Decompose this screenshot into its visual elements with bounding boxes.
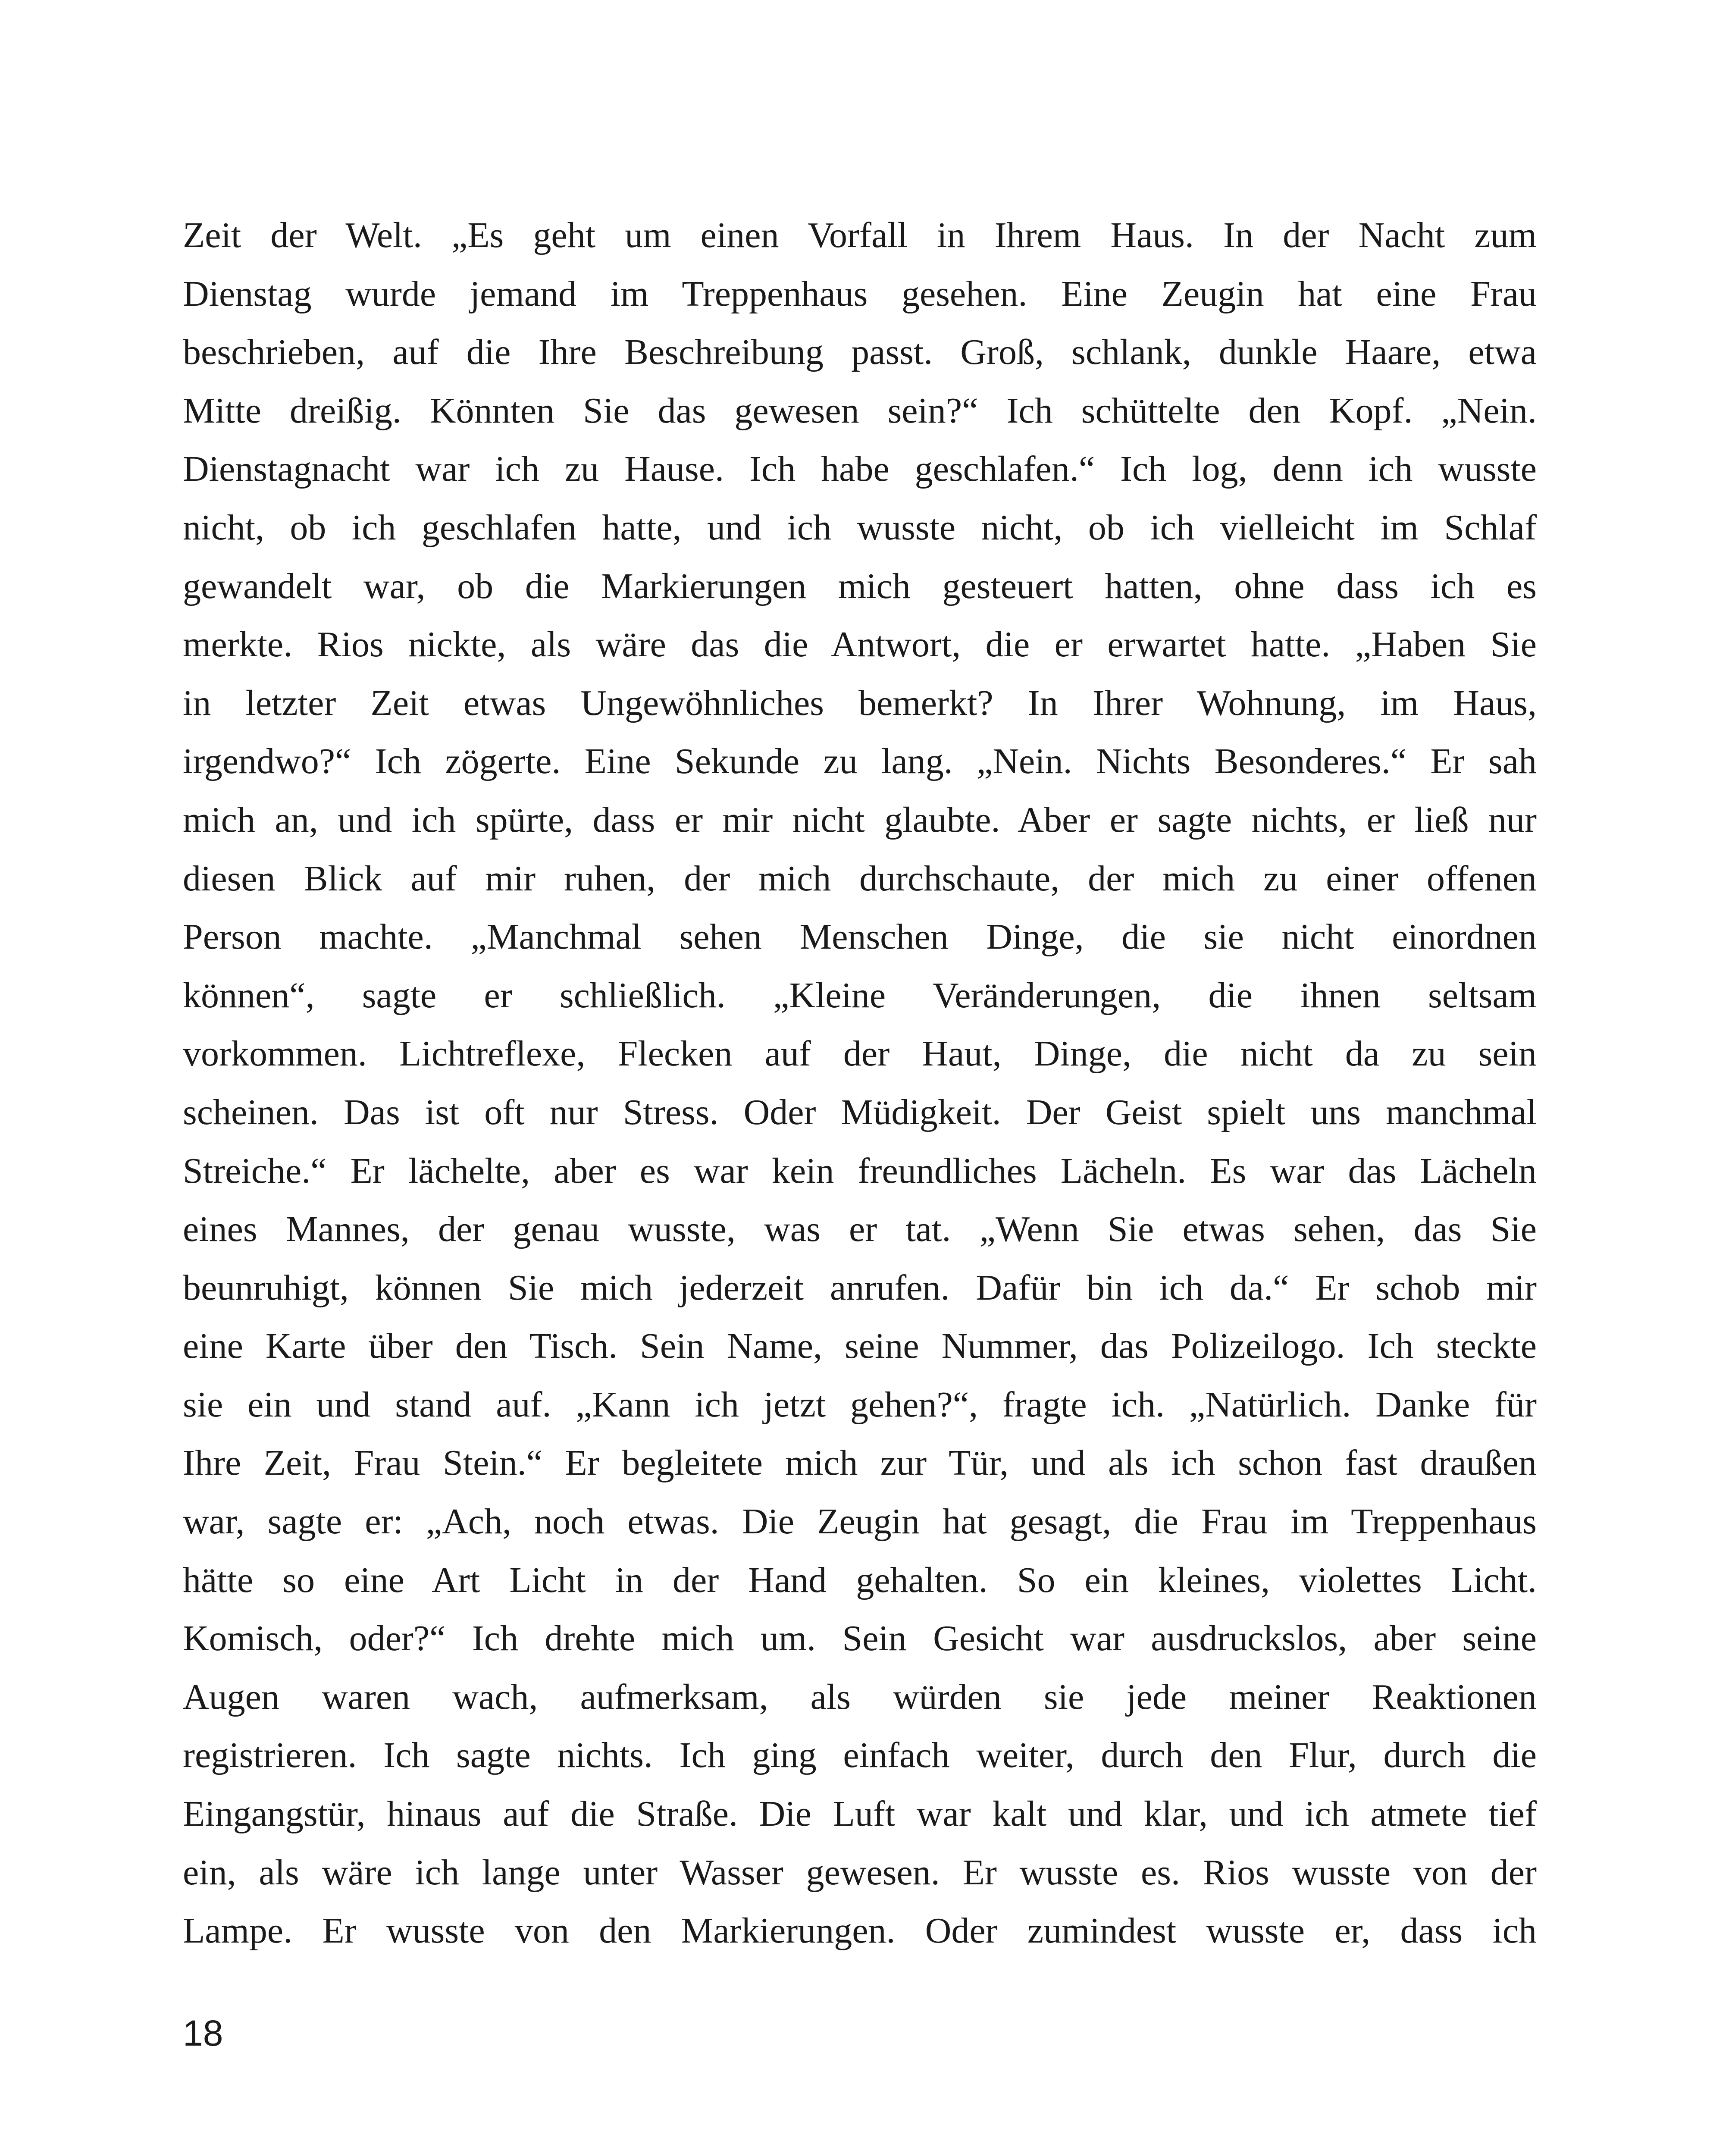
text-line: Streiche.“ Er lächelte, aber es war kein freundliches Lächeln. Es war das Lächeln bbox=[183, 1150, 1537, 1191]
text-line: mich an, und ich spürte, dass er mir nicht glaubte. Aber er sagte nichts, er ließ nur bbox=[183, 799, 1537, 840]
text-line: Zeit der Welt. „Es geht um einen Vorfall in Ihrem Haus. In der Nacht zum bbox=[183, 215, 1537, 255]
text-line: Komisch, oder?“ Ich drehte mich um. Sein Gesicht war ausdruckslos, aber seine bbox=[183, 1618, 1537, 1659]
text-line: in letzter Zeit etwas Ungewöhnliches bemerkt? In Ihrer Wohnung, im Haus, bbox=[183, 683, 1537, 723]
text-line: nicht, ob ich geschlafen hatte, und ich wusste nicht, ob ich vielleicht im Schlaf bbox=[183, 507, 1537, 548]
text-line: gewandelt war, ob die Markierungen mich gesteuert hatten, ohne dass ich es bbox=[183, 566, 1537, 606]
text-line: hätte so eine Art Licht in der Hand gehalten. So ein kleines, violettes Licht. bbox=[183, 1560, 1537, 1600]
text-line: Lampe. Er wusste von den Markierungen. Oder zumindest wusste er, dass ich bbox=[183, 1911, 1537, 1951]
text-line: Mitte dreißig. Könnten Sie das gewesen sein?“ Ich schüttelte den Kopf. „Nein. bbox=[183, 390, 1537, 431]
text-line: Ihre Zeit, Frau Stein.“ Er begleitete mich zur Tür, und als ich schon fast draußen bbox=[183, 1443, 1537, 1483]
text-line: ein, als wäre ich lange unter Wasser gewesen. Er wusste es. Rios wusste von der bbox=[183, 1852, 1537, 1893]
body-text bbox=[183, 206, 1537, 1960]
text-line: Person machte. „Manchmal sehen Menschen Dinge, die sie nicht einordnen bbox=[183, 917, 1537, 957]
text-line: Dienstagnacht war ich zu Hause. Ich habe geschlafen.“ Ich log, denn ich wusste bbox=[183, 449, 1537, 489]
text-line: scheinen. Das ist oft nur Stress. Oder Müdigkeit. Der Geist spielt uns manchmal bbox=[183, 1092, 1537, 1132]
text-line: sie ein und stand auf. „Kann ich jetzt gehen?“, fragte ich. „Natürlich. Danke für bbox=[183, 1384, 1537, 1425]
text-line: Eingangstür, hinaus auf die Straße. Die Luft war kalt und klar, und ich atmete tief bbox=[183, 1794, 1537, 1834]
text-line: Augen waren wach, aufmerksam, als würden sie jede meiner Reaktionen bbox=[183, 1677, 1537, 1717]
text-line: vorkommen. Lichtreflexe, Flecken auf der Haut, Dinge, die nicht da zu sein bbox=[183, 1034, 1537, 1074]
text-line: irgendwo?“ Ich zögerte. Eine Sekunde zu lang. „Nein. Nichts Besonderes.“ Er sah bbox=[183, 741, 1537, 782]
text-line: diesen Blick auf mir ruhen, der mich durchschaute, der mich zu einer offenen bbox=[183, 858, 1537, 899]
text-line: Dienstag wurde jemand im Treppenhaus gesehen. Eine Zeugin hat eine Frau bbox=[183, 273, 1537, 314]
text-line: war, sagte er: „Ach, noch etwas. Die Zeugin hat gesagt, die Frau im Treppenhaus bbox=[183, 1501, 1537, 1542]
text-line: beunruhigt, können Sie mich jederzeit anrufen. Dafür bin ich da.“ Er schob mir bbox=[183, 1267, 1537, 1308]
text-line: registrieren. Ich sagte nichts. Ich ging einfach weiter, durch den Flur, durch die bbox=[183, 1735, 1537, 1776]
text-line: können“, sagte er schließlich. „Kleine Veränderungen, die ihnen seltsam bbox=[183, 975, 1537, 1015]
text-line: eine Karte über den Tisch. Sein Name, seine Nummer, das Polizeilogo. Ich steckte bbox=[183, 1326, 1537, 1366]
text-line: beschrieben, auf die Ihre Beschreibung passt. Groß, schlank, dunkle Haare, etwa bbox=[183, 332, 1537, 373]
text-line: eines Mannes, der genau wusste, was er tat. „Wenn Sie etwas sehen, das Sie bbox=[183, 1209, 1537, 1250]
text-line: merkte. Rios nickte, als wäre das die Antwort, die er erwartet hatte. „Haben Sie bbox=[183, 624, 1537, 665]
page-number: 18 bbox=[183, 2013, 223, 2053]
